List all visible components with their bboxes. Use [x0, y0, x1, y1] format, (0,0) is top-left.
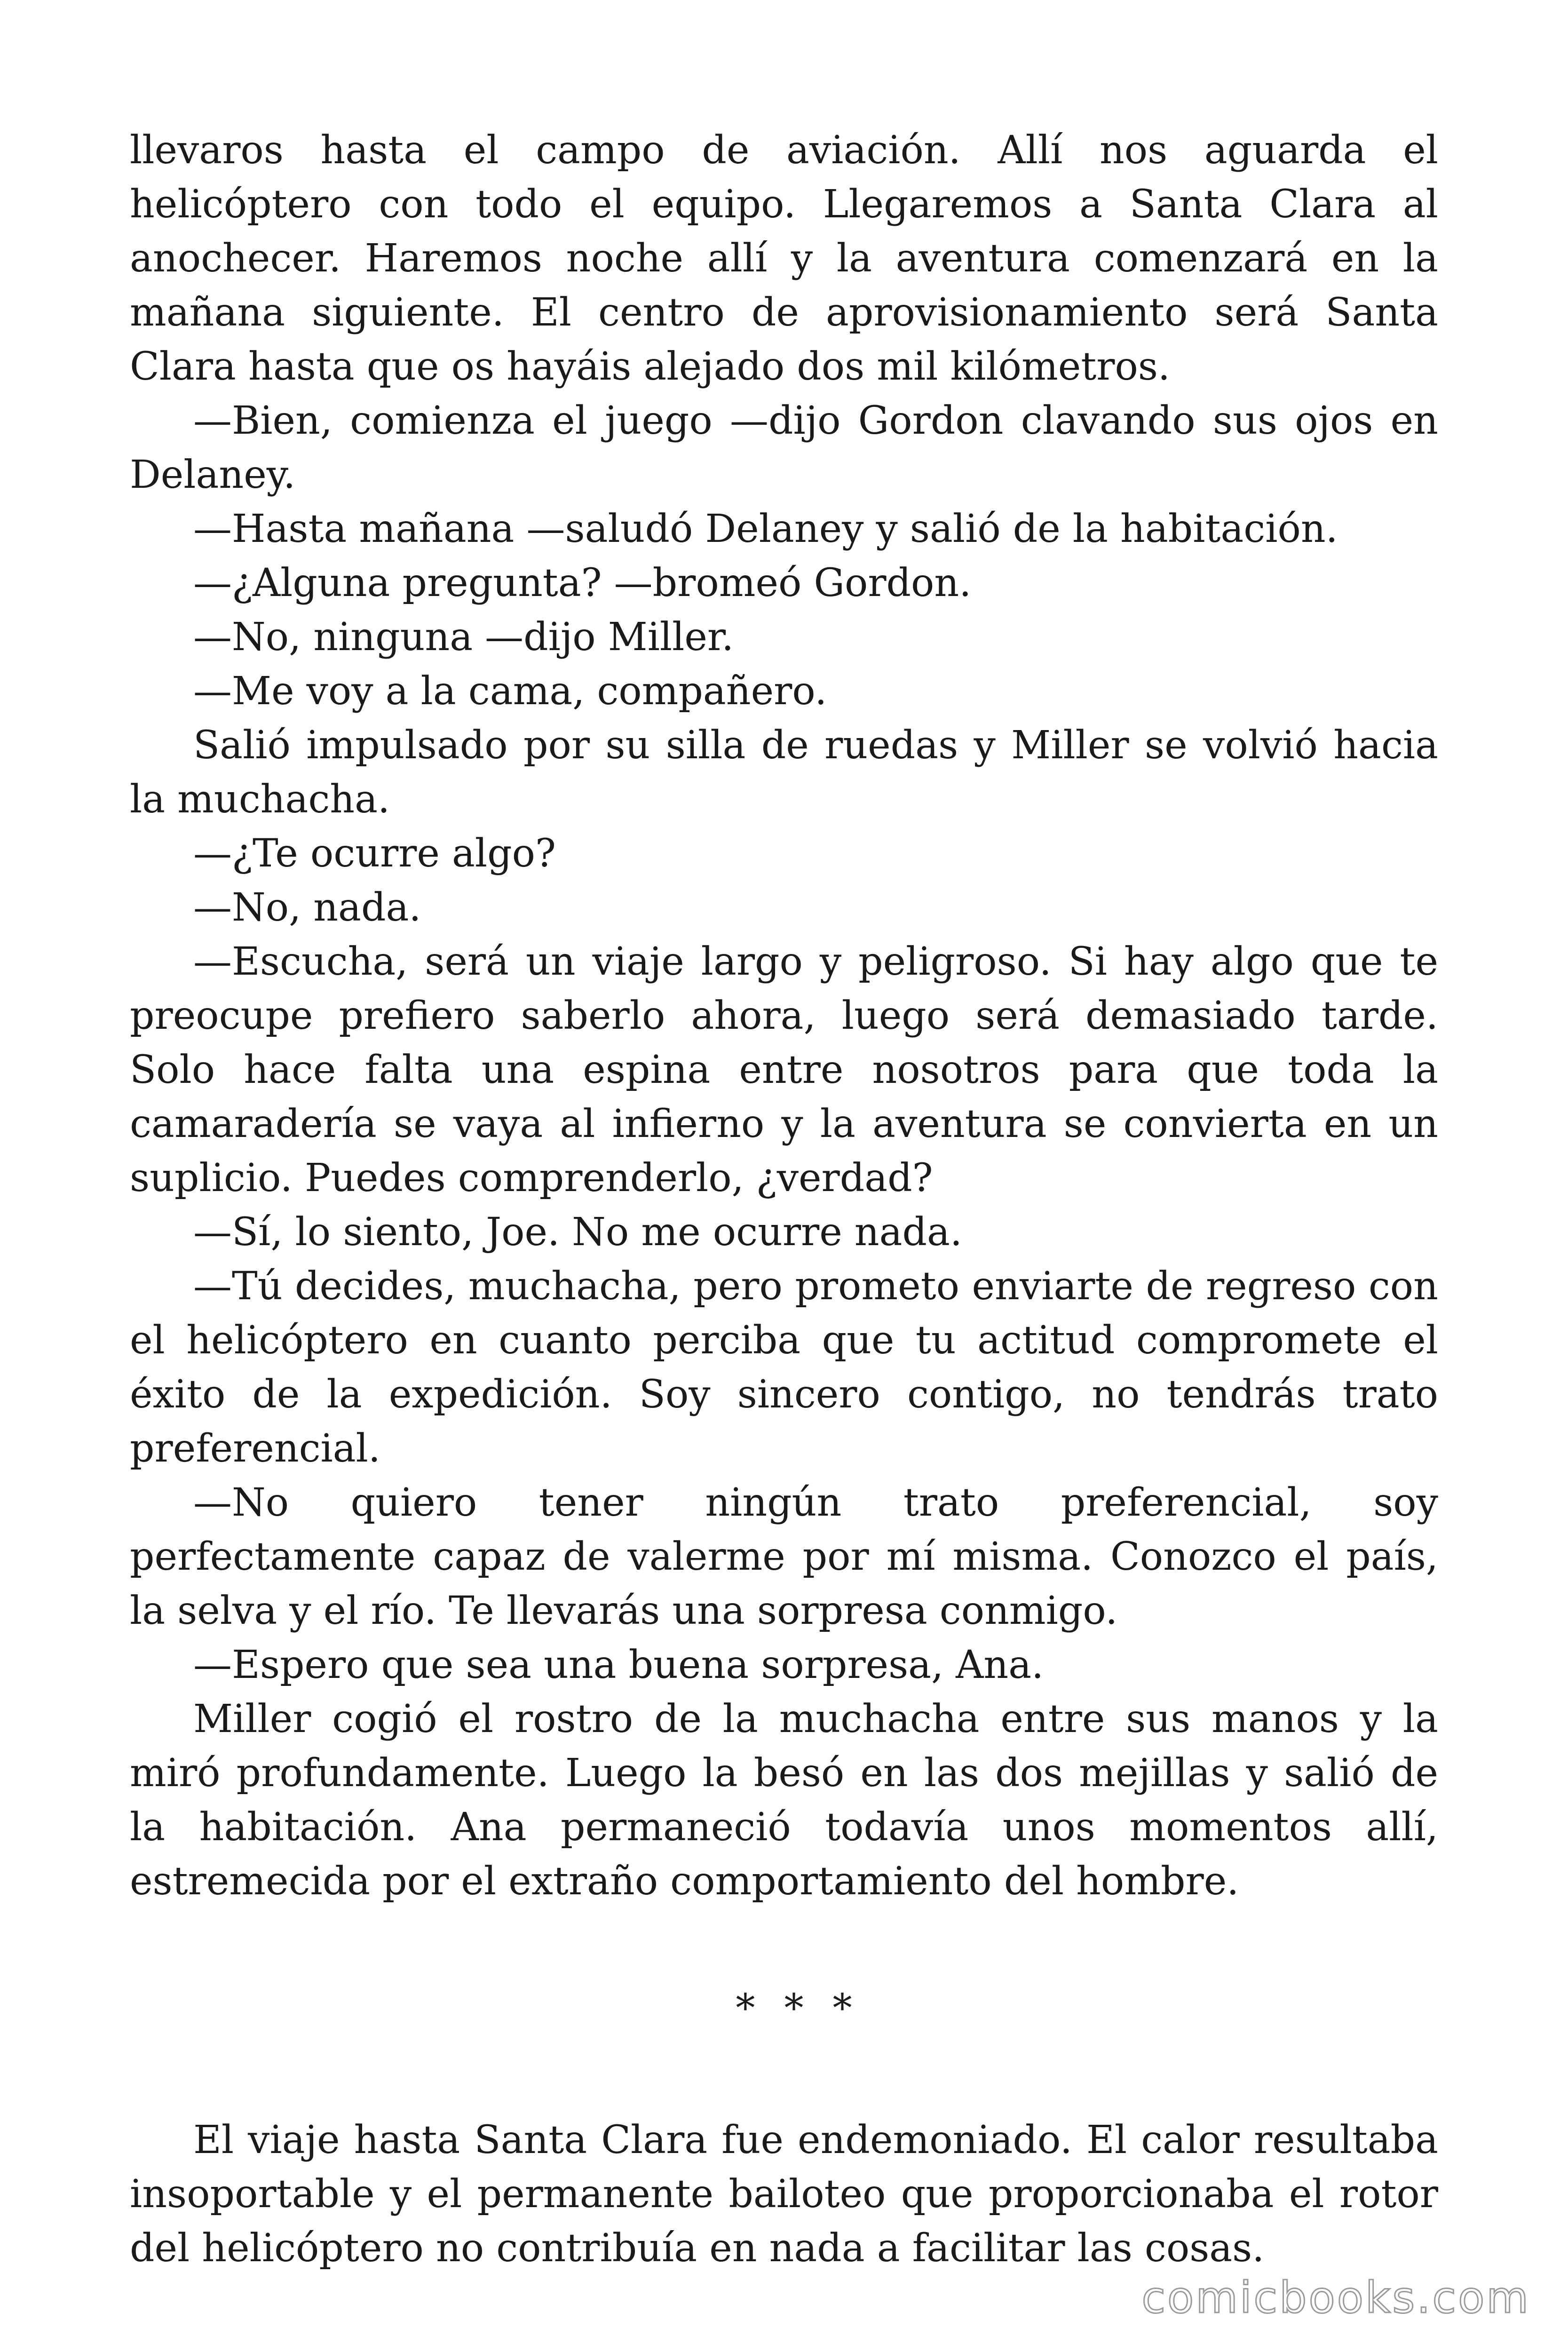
paragraph: —Hasta mañana —saludó Delaney y salió de la habitación.	[193, 507, 1338, 551]
paragraph: —Tú decides, muchacha, pero prometo enviarte de regreso con el helicóptero en cuanto perciba que tu actitud compromete el éxito de la expedición. Soy sincero contigo, no tendrás trato preferencial.	[130, 1264, 1438, 1471]
paragraph: —Escucha, será un viaje largo y peligroso. Si hay algo que te preocupe prefiero saberlo ahora, luego será demasiado tarde. Solo hace falta una espina entre nosotros para que toda la camaradería se vaya al infierno y la aventura se convierta en un suplicio. Puedes comprenderlo, ¿verdad?	[130, 939, 1438, 1200]
book-page	[130, 123, 1438, 2275]
paragraph: Salió impulsado por su silla de ruedas y Miller se volvió hacia la muchacha.	[130, 723, 1438, 822]
paragraph: —No quiero tener ningún trato preferencial, soy perfectamente capaz de valerme por mí misma. Conozco el país, la selva y el río. Te llevarás una sorpresa conmigo.	[130, 1480, 1438, 1633]
paragraph: Miller cogió el rostro de la muchacha entre sus manos y la miró profundamente. Luego la besó en las dos mejillas y salió de la habitación. Ana permaneció todavía unos momentos allí, estremecida por el extraño comportamiento del hombre.	[130, 1697, 1438, 1904]
paragraph: —Me voy a la cama, compañero.	[193, 669, 827, 714]
paragraph: llevaros hasta el campo de aviación. Allí nos aguarda el helicóptero con todo el equipo. Llegaremos a Santa Clara al anochecer. Haremos noche allí y la aventura comenzará en la mañana siguiente. El centro de aprovisionamiento será Santa Clara hasta que os hayáis alejado dos mil kilómetros.	[130, 128, 1438, 389]
paragraph: —Espero que sea una buena sorpresa, Ana.	[193, 1643, 1044, 1687]
paragraph: —Bien, comienza el juego —dijo Gordon clavando sus ojos en Delaney.	[130, 398, 1438, 497]
paragraph: —¿Te ocurre algo?	[193, 831, 556, 876]
paragraph: —Sí, lo siento, Joe. No me ocurre nada.	[193, 1210, 962, 1255]
section-separator: * * *	[736, 1986, 861, 2031]
watermark: comicbooks.com	[1141, 2273, 1530, 2323]
paragraph: —No, nada.	[193, 885, 421, 930]
paragraph: —No, ninguna —dijo Miller.	[193, 615, 734, 660]
paragraph: El viaje hasta Santa Clara fue endemoniado. El calor resultaba insoportable y el permanente bailoteo que proporcionaba el rotor del helicóptero no contribuía en nada a facilitar las cosas.	[130, 2118, 1438, 2271]
paragraph: —¿Alguna pregunta? —bromeó Gordon.	[193, 561, 972, 605]
